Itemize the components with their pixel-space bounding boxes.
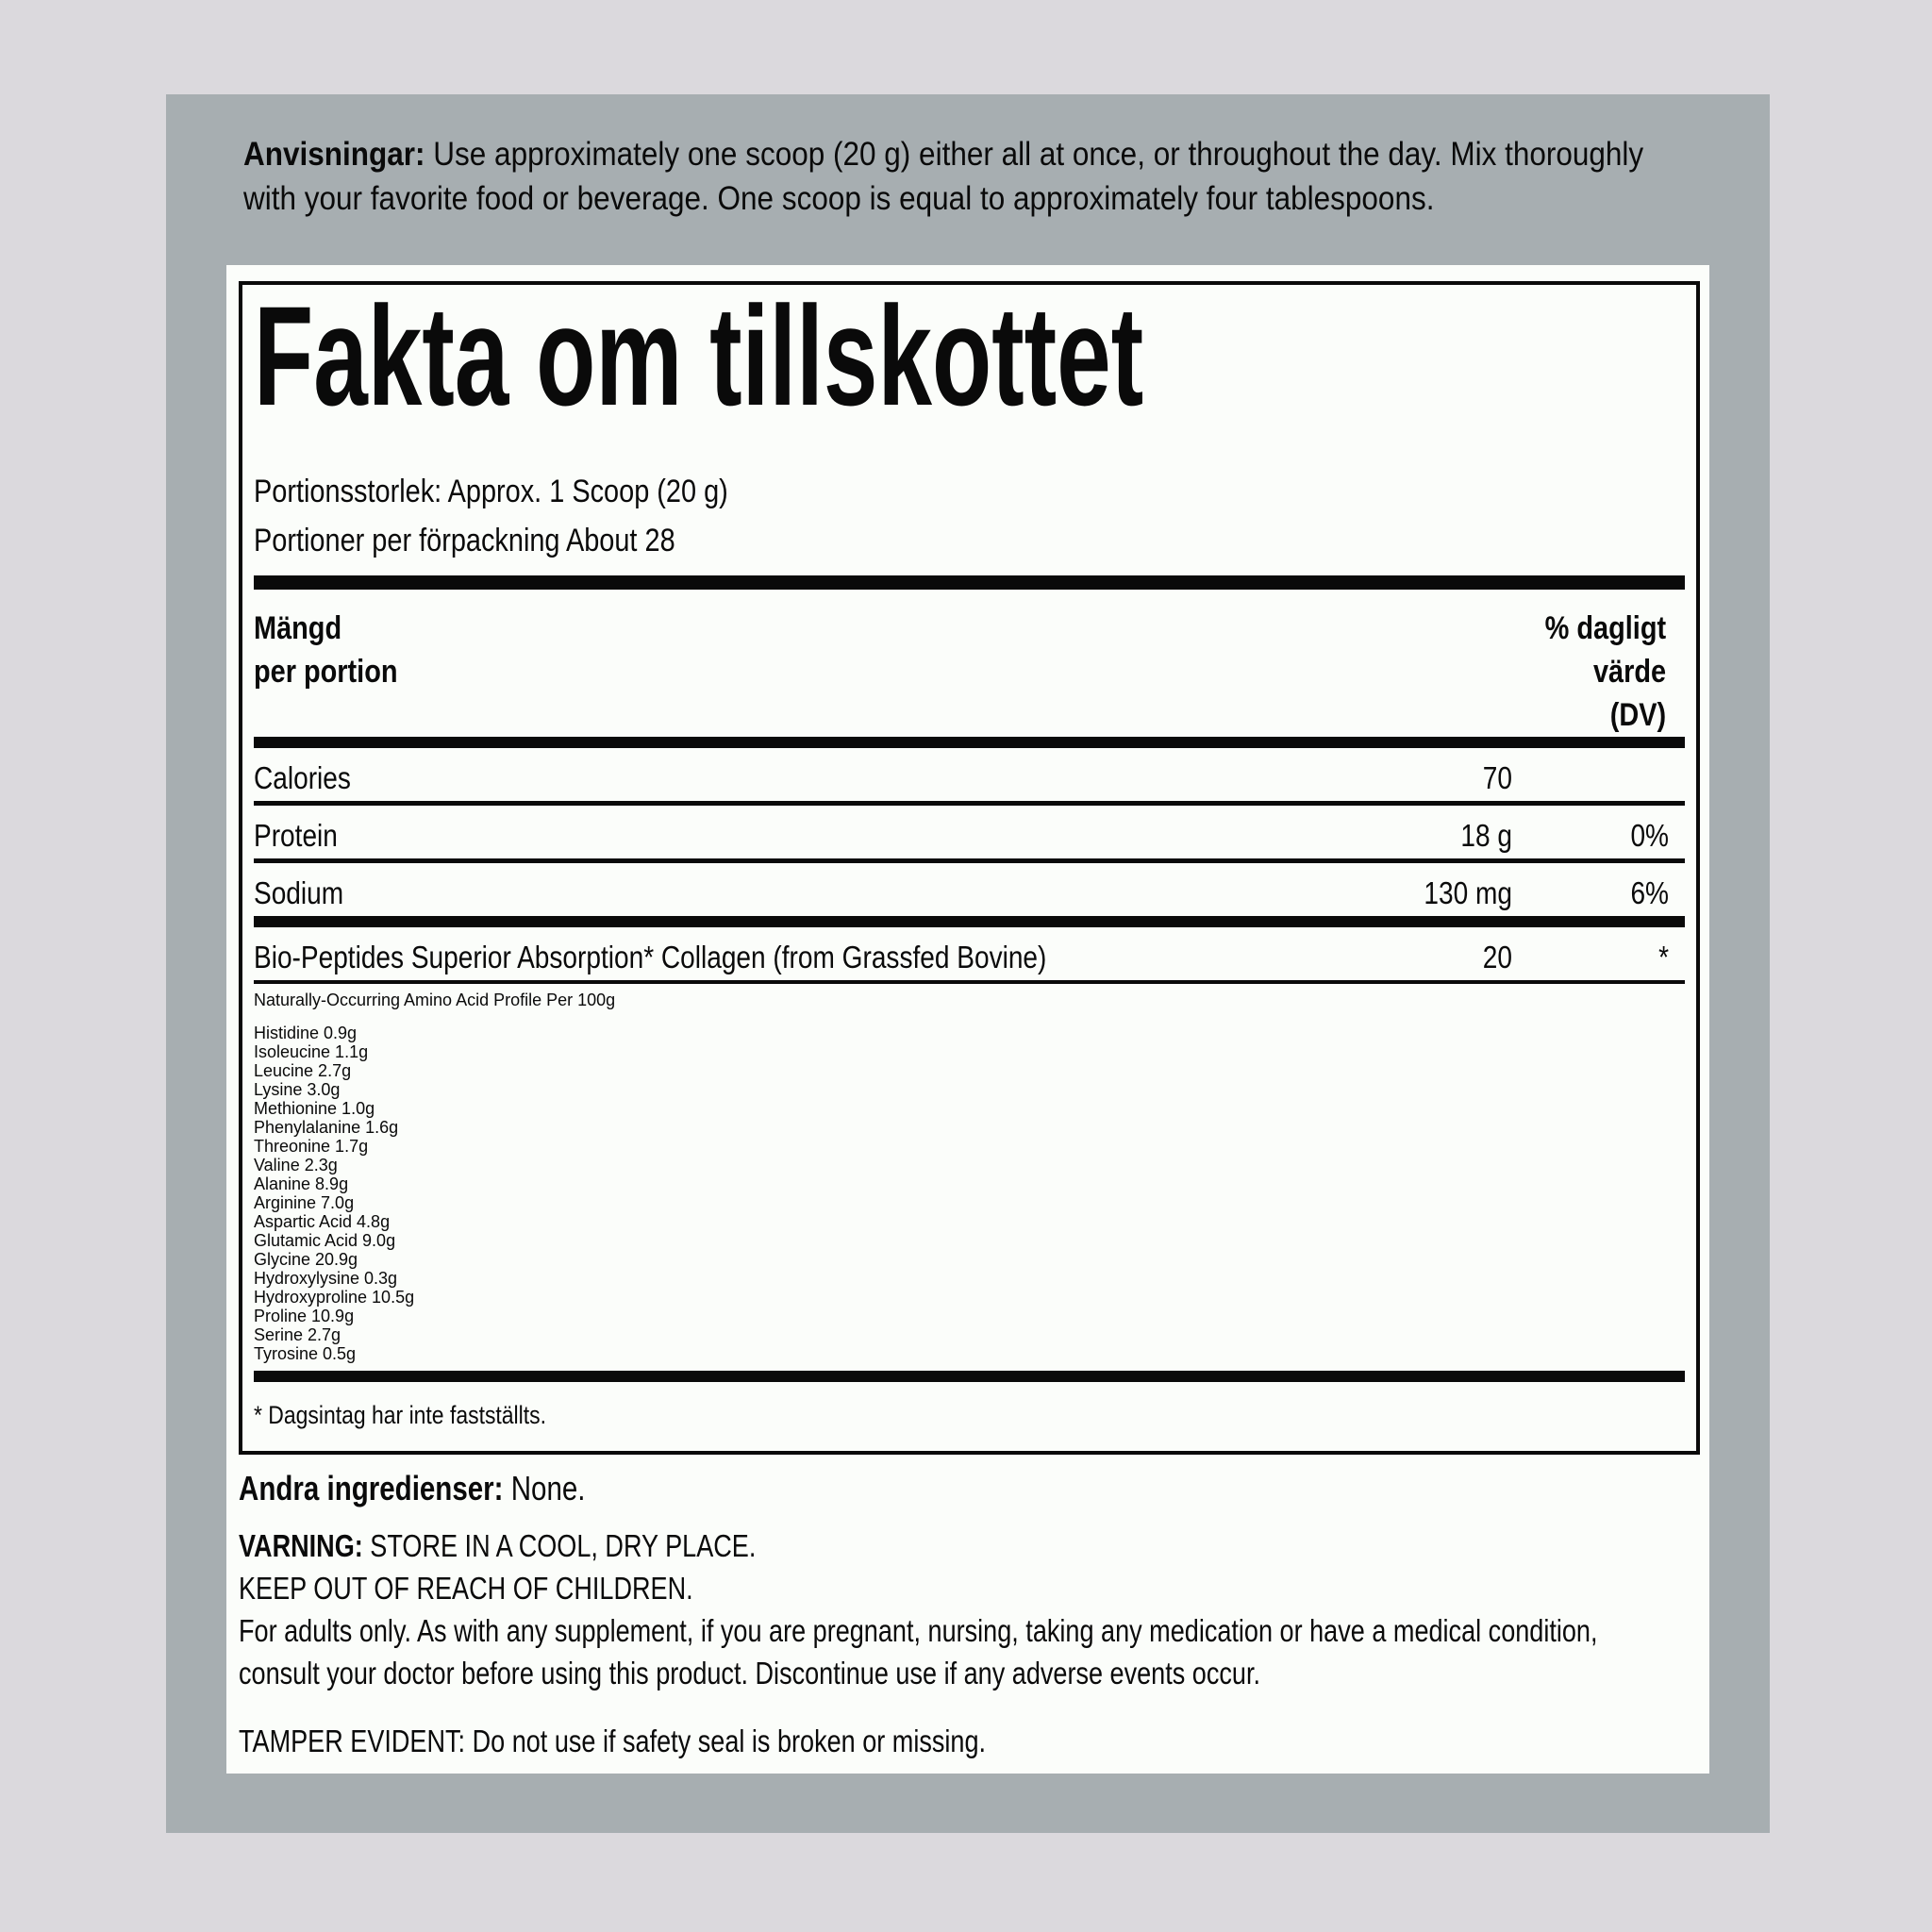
nutrient-amount: 70 — [1482, 760, 1512, 795]
amino-acid-item: Leucine 2.7g — [254, 1061, 352, 1080]
supplement-label-sheet — [226, 265, 1709, 1774]
amino-acid-item: Hydroxylysine 0.3g — [254, 1269, 398, 1288]
directions-line-2 — [243, 176, 1643, 221]
nutrient-name: Protein — [254, 818, 338, 853]
amino-acid-item: Proline 10.9g — [254, 1307, 355, 1325]
amino-acid-item: Histidine 0.9g — [254, 1024, 358, 1042]
daily-value-header — [1524, 607, 1685, 737]
amino-acid-item: Glutamic Acid 9.0g — [254, 1231, 396, 1250]
dv-header-line: % dagligt — [1544, 610, 1666, 646]
divider-heavy-under-aminos — [254, 1371, 1685, 1382]
amino-acid-item: Serine 2.7g — [254, 1325, 341, 1344]
nutrient-amount: 20 — [1482, 940, 1512, 974]
dv-header-line: (DV) — [1609, 697, 1666, 733]
amino-acid-item: Arginine 7.0g — [254, 1193, 355, 1212]
row-divider-hairline — [254, 980, 1685, 984]
nutrient-name: Bio-Peptides Superior Absorption* Collagen (from Grassfed Bovine) — [254, 940, 1047, 974]
supplement-facts-box — [239, 276, 1700, 1455]
other-ingredients-line — [239, 1468, 1444, 1509]
dv-header-line: värde — [1592, 654, 1666, 690]
amount-per-serving-header — [254, 607, 423, 737]
nutrient-row-protein — [254, 806, 1685, 858]
nutrient-name: Sodium — [254, 875, 344, 910]
warning-line: consult your doctor before using this product. Discontinue use if any adverse events occur. — [239, 1656, 1261, 1690]
directions-text-2: with your favorite food or beverage. One scoop is equal to approximately four tablespoons. — [243, 180, 1435, 217]
other-ingredients-label: Andra ingredienser: — [239, 1469, 504, 1507]
other-ingredients — [239, 1468, 1709, 1509]
daily-value-footnote — [254, 1397, 1685, 1433]
nutrient-dv: 0% — [1630, 818, 1669, 853]
nutrient-dv: 6% — [1630, 875, 1669, 910]
warning-line: KEEP OUT OF REACH OF CHILDREN. — [239, 1571, 693, 1606]
divider-heavy-top — [254, 575, 1685, 590]
nutrient-row-calories — [254, 748, 1685, 801]
amount-header-line: per portion — [254, 654, 398, 690]
warning-block — [239, 1524, 1709, 1694]
nutrient-row-sodium — [254, 863, 1685, 916]
label-gray-panel — [166, 94, 1770, 1833]
nutrient-dv: * — [1658, 940, 1669, 974]
warning-label: VARNING: — [239, 1528, 363, 1563]
other-ingredients-value: None. — [503, 1469, 586, 1507]
amino-acid-item: Glycine 20.9g — [254, 1250, 358, 1269]
amino-acid-item: Alanine 8.9g — [254, 1174, 349, 1193]
amino-acid-item: Threonine 1.7g — [254, 1137, 369, 1156]
nutrient-row-collagen — [254, 927, 1685, 980]
table-header — [254, 607, 1685, 737]
divider-heavy-under-sodium — [254, 916, 1685, 927]
nutrient-amount: 130 mg — [1424, 875, 1512, 910]
serving-size — [254, 470, 1685, 513]
directions-label: Anvisningar: — [243, 136, 425, 173]
nutrient-dv — [1538, 758, 1685, 799]
amount-header-line: Mängd — [254, 610, 342, 646]
nutrient-name: Calories — [254, 760, 351, 795]
tamper-evident-notice — [239, 1721, 1709, 1762]
amino-acid-item: Methionine 1.0g — [254, 1099, 375, 1118]
divider-heavy-under-header — [254, 737, 1685, 748]
daily-value-footnote-text: * Dagsintag har inte fastställts. — [254, 1401, 546, 1429]
directions-text-1: Use approximately one scoop (20 g) either all at once, or throughout the day. Mix thoroughly — [425, 136, 1644, 173]
amino-acid-item: Aspartic Acid 4.8g — [254, 1212, 391, 1231]
warning-lines — [239, 1567, 1709, 1694]
serving-size-text: Portionsstorlek: Approx. 1 Scoop (20 g) — [254, 474, 728, 509]
facts-title: Fakta om tillskottet — [254, 276, 1144, 435]
warning-line: For adults only. As with any supplement, if you are pregnant, nursing, taking any medication or have a medical condition, — [239, 1613, 1598, 1648]
servings-per-container-text: Portioner per förpackning About 28 — [254, 523, 675, 558]
directions-paragraph — [243, 132, 1799, 221]
amino-profile-heading: Naturally-Occurring Amino Acid Profile Per 100g — [254, 991, 616, 1009]
amino-acid-item: Lysine 3.0g — [254, 1080, 341, 1099]
amino-acid-list — [254, 1024, 1685, 1363]
servings-per-container — [254, 519, 1685, 562]
amino-acid-item: Isoleucine 1.1g — [254, 1042, 369, 1061]
warning-line-1 — [239, 1524, 1444, 1567]
amino-acid-item: Hydroxyproline 10.5g — [254, 1288, 415, 1307]
nutrient-amount: 18 g — [1460, 818, 1512, 853]
directions-line-1 — [243, 132, 1643, 176]
amino-acid-item: Phenylalanine 1.6g — [254, 1118, 399, 1137]
warning-text-1: STORE IN A COOL, DRY PLACE. — [362, 1528, 757, 1563]
amino-acid-item: Valine 2.3g — [254, 1156, 338, 1174]
amino-acid-item: Tyrosine 0.5g — [254, 1344, 357, 1363]
tamper-evident-text: TAMPER EVIDENT: Do not use if safety seal is broken or missing. — [239, 1724, 987, 1758]
